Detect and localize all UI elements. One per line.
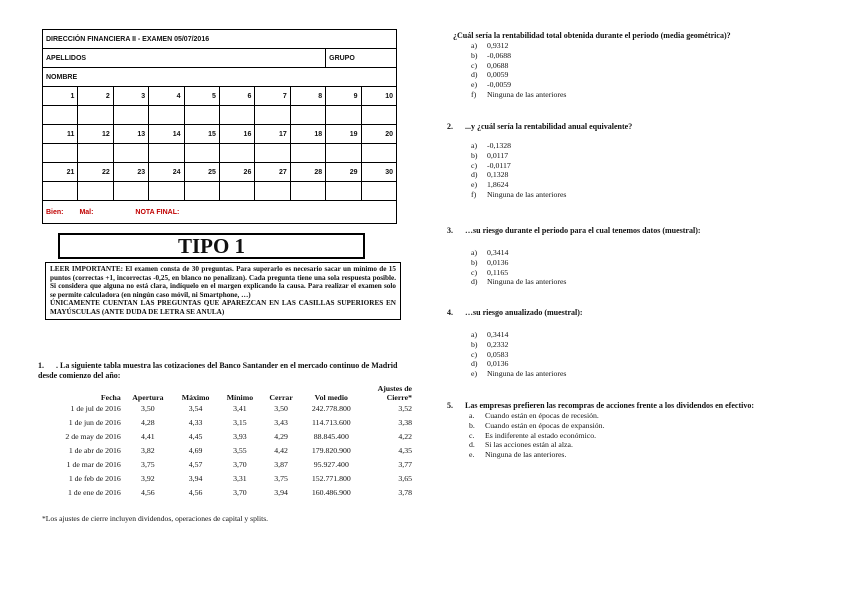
option-letter: e) xyxy=(471,80,478,90)
answer-number: 18 xyxy=(290,125,325,144)
table-row xyxy=(38,458,414,472)
nota-final-label: NOTA FINAL: xyxy=(135,208,180,216)
table-cell: 3,78 xyxy=(398,488,412,497)
answer-option xyxy=(447,350,822,360)
option-text: -0,1328 xyxy=(487,141,512,150)
answer-box[interactable] xyxy=(326,144,361,163)
option-letter: a. xyxy=(469,411,475,420)
table-cell: 3,92 xyxy=(141,474,155,483)
answer-option xyxy=(447,340,822,350)
question-media-geometrica xyxy=(447,31,822,100)
question-text: …su riesgo anualizado (muestral): xyxy=(465,308,583,317)
answer-option xyxy=(447,411,822,421)
options-list xyxy=(447,141,822,200)
option-text: Cuando están en épocas de recesión. xyxy=(485,411,599,420)
table-cell: 3,94 xyxy=(188,474,203,483)
table-cell: 114.713.600 xyxy=(311,418,351,427)
answer-option xyxy=(447,70,822,80)
instructions-box xyxy=(45,262,401,320)
options-list xyxy=(447,411,822,460)
option-letter: d) xyxy=(471,70,478,80)
answer-option xyxy=(447,248,822,258)
table-cell: 3,50 xyxy=(274,404,288,413)
option-text: 0,1165 xyxy=(487,267,509,277)
answer-box[interactable] xyxy=(255,106,290,125)
table-cell: 4,28 xyxy=(141,418,155,427)
col-header: Vol medio xyxy=(314,393,348,402)
answer-number: 12 xyxy=(78,125,113,144)
answer-box[interactable] xyxy=(219,144,254,163)
answer-box[interactable] xyxy=(326,106,361,125)
option-text: 0,9312 xyxy=(487,41,509,50)
table-cell: 3,50 xyxy=(141,404,155,413)
answer-option xyxy=(447,90,822,100)
table-cell: 3,54 xyxy=(188,404,203,413)
answer-number: 25 xyxy=(184,163,219,182)
table-cell: 3,82 xyxy=(141,446,155,455)
table-cell: 3,70 xyxy=(233,488,247,497)
stock-price-table xyxy=(38,384,414,500)
table-cell: 152.771.800 xyxy=(311,474,351,483)
table-row xyxy=(38,444,414,458)
answer-number: 23 xyxy=(113,163,148,182)
answer-option xyxy=(447,330,822,340)
answer-box[interactable] xyxy=(78,144,113,163)
table-cell: 1 de jun de 2016 xyxy=(68,418,121,427)
table-cell: 1 de mar de 2016 xyxy=(66,460,121,469)
table-row xyxy=(38,430,414,444)
answer-number: 27 xyxy=(255,163,290,182)
answer-number: 30 xyxy=(361,163,396,182)
answer-box[interactable] xyxy=(361,182,396,201)
table-cell: 1 de feb de 2016 xyxy=(68,474,121,483)
answer-option xyxy=(447,161,822,171)
table-cell: 3,15 xyxy=(233,418,247,427)
answer-number: 21 xyxy=(43,163,78,182)
answer-box[interactable] xyxy=(255,182,290,201)
table-cell: 4,56 xyxy=(141,488,155,497)
question-number: 3. xyxy=(447,226,453,235)
apellidos-field[interactable]: APELLIDOS xyxy=(43,49,326,68)
option-letter: e. xyxy=(469,450,475,460)
answer-numbers-row-3 xyxy=(43,163,397,182)
answer-option xyxy=(447,170,822,180)
answer-number: 7 xyxy=(255,87,290,106)
table-cell: 4,69 xyxy=(188,446,203,455)
table-cell: 4,45 xyxy=(188,432,203,441)
options-list xyxy=(447,330,822,379)
answer-number: 9 xyxy=(326,87,361,106)
col-header: Cerrar xyxy=(269,393,293,402)
option-letter: c) xyxy=(471,160,478,170)
option-text: 0,0136 xyxy=(487,359,509,369)
option-letter: b) xyxy=(471,150,478,160)
table-cell: 3,52 xyxy=(398,404,412,413)
option-text: 0,0688 xyxy=(487,60,509,70)
answer-box[interactable] xyxy=(149,182,184,201)
answer-number: 1 xyxy=(43,87,78,106)
instructions-text: LEER IMPORTANTE: El examen consta de 30 preguntas. Para superarlo es necesario sacar un mínimo de 15 puntos (correctas +1, incorrectas -0,25, en blanco no penalizan). Cada pregunta tiene una sola respuesta posible. Si considera que alguna no está clara, indíquelo en el margen explicando la causa. Para realizar el examen solo se permite calculadora (en ningún caso móvil, ni Smartphone, …) xyxy=(50,265,396,299)
col-header: Apertura xyxy=(132,393,164,402)
question-number: 2. xyxy=(447,122,453,131)
answer-sheet-header xyxy=(42,29,397,224)
answer-number: 4 xyxy=(149,87,184,106)
question-text: Las empresas prefieren las recompras de acciones frente a los dividendos en efectivo: xyxy=(465,401,754,410)
question-4 xyxy=(447,308,822,379)
table-cell: 160.486.900 xyxy=(311,488,351,497)
answer-box[interactable] xyxy=(113,106,148,125)
answer-number: 6 xyxy=(219,87,254,106)
table-cell: 3,75 xyxy=(141,460,155,469)
answer-boxes-row-2[interactable] xyxy=(43,144,397,163)
question-text: …su riesgo durante el periodo para el cual tenemos datos (muestral): xyxy=(465,226,701,235)
option-letter: a) xyxy=(471,248,478,257)
mal-label: Mal: xyxy=(79,208,94,216)
answer-option xyxy=(447,277,822,287)
table-cell: 1 de jul de 2016 xyxy=(70,404,121,413)
answer-option xyxy=(447,450,822,460)
question-5 xyxy=(447,401,822,460)
answer-number: 2 xyxy=(78,87,113,106)
option-letter: b) xyxy=(471,339,478,349)
answer-option xyxy=(447,180,822,190)
answer-option xyxy=(447,51,822,61)
answer-box[interactable] xyxy=(184,144,219,163)
option-letter: a) xyxy=(471,330,478,339)
answer-box[interactable] xyxy=(255,144,290,163)
option-text: 0,0117 xyxy=(487,150,509,160)
option-text: Ninguna de las anteriores xyxy=(487,277,567,287)
answer-box[interactable] xyxy=(78,182,113,201)
table-cell: 3,70 xyxy=(233,460,247,469)
nombre-field[interactable]: NOMBRE xyxy=(43,68,397,87)
answer-number: 26 xyxy=(219,163,254,182)
table-row xyxy=(38,472,414,486)
answer-option xyxy=(447,359,822,369)
instructions-caps: ÚNICAMENTE CUENTAN LAS PREGUNTAS QUE APAREZCAN EN LAS CASILLAS SUPERIORES EN MAYÚSCULAS (ANTE DUDA DE LETRA SE ANULA) xyxy=(50,299,396,316)
answer-box[interactable] xyxy=(290,106,325,125)
answer-box[interactable] xyxy=(361,144,396,163)
answer-box[interactable] xyxy=(149,144,184,163)
option-letter: d) xyxy=(471,170,478,180)
option-letter: c) xyxy=(471,60,478,70)
table-cell: 179.820.900 xyxy=(311,446,351,455)
answer-box[interactable] xyxy=(326,182,361,201)
option-letter: e) xyxy=(471,180,478,190)
answer-number: 22 xyxy=(78,163,113,182)
answer-number: 29 xyxy=(326,163,361,182)
answer-number: 24 xyxy=(149,163,184,182)
answer-number: 11 xyxy=(43,125,78,144)
option-letter: c. xyxy=(469,430,475,440)
option-letter: f) xyxy=(471,189,477,199)
question-text: . La siguiente tabla muestra las cotizaciones del Banco Santander en el mercado continuo de Madrid desde comienzo del año: xyxy=(38,361,398,380)
answer-boxes-row-3[interactable] xyxy=(43,182,397,201)
option-text: 0,2332 xyxy=(487,339,509,349)
options-list xyxy=(447,41,822,100)
table-cell: 1 de ene de 2016 xyxy=(67,488,121,497)
answer-number: 8 xyxy=(290,87,325,106)
option-text: -0,0059 xyxy=(487,80,512,90)
answer-number: 17 xyxy=(255,125,290,144)
question-2 xyxy=(447,122,822,200)
option-text: -0,0688 xyxy=(487,50,512,60)
question-text: ...y ¿cuál sería la rentabilidad anual equivalente? xyxy=(465,122,633,131)
exam-type-title: TIPO 1 xyxy=(58,233,365,259)
table-cell: 95.927.400 xyxy=(313,460,349,469)
table-cell: 3,87 xyxy=(274,460,288,469)
option-text: 0,0136 xyxy=(487,257,509,267)
answer-box[interactable] xyxy=(184,106,219,125)
answer-box[interactable] xyxy=(219,182,254,201)
answer-box[interactable] xyxy=(113,144,148,163)
answer-option xyxy=(447,431,822,441)
table-row xyxy=(38,486,414,500)
option-text: 0,3414 xyxy=(487,248,509,257)
answer-number: 28 xyxy=(290,163,325,182)
answer-box[interactable] xyxy=(290,144,325,163)
table-cell: 242.778.800 xyxy=(311,404,351,413)
col-header: Fecha xyxy=(100,393,121,402)
answer-option xyxy=(447,190,822,200)
answer-option xyxy=(447,268,822,278)
table-cell: 3,94 xyxy=(274,488,288,497)
option-letter: b) xyxy=(471,50,478,60)
exam-title: DIRECCIÓN FINANCIERA II - EXAMEN 05/07/2016 xyxy=(43,30,397,49)
table-cell: 3,31 xyxy=(233,474,247,483)
option-letter: c) xyxy=(471,267,478,277)
answer-box[interactable] xyxy=(219,106,254,125)
table-cell: 4,41 xyxy=(141,432,155,441)
table-cell: 3,43 xyxy=(274,418,288,427)
answer-box[interactable] xyxy=(43,182,78,201)
option-text: Ninguna de las anteriores xyxy=(487,189,567,199)
option-text: 1,8624 xyxy=(487,180,509,190)
answer-option xyxy=(447,440,822,450)
answer-number: 14 xyxy=(149,125,184,144)
answer-option xyxy=(447,258,822,268)
col-header: Máximo xyxy=(181,393,210,402)
answer-number: 20 xyxy=(361,125,396,144)
option-text: 0,1328 xyxy=(487,170,509,180)
option-text: Ninguna de las anteriores. xyxy=(485,450,567,460)
table-row xyxy=(38,416,414,430)
table-cell: 3,38 xyxy=(398,418,412,427)
option-letter: b. xyxy=(469,420,475,430)
table-cell: 3,75 xyxy=(274,474,288,483)
table-cell: 88.845.400 xyxy=(313,432,349,441)
answer-option xyxy=(447,141,822,151)
table-cell: 3,77 xyxy=(398,460,412,469)
answer-box[interactable] xyxy=(290,182,325,201)
option-letter: c) xyxy=(471,349,478,359)
col-header: Mínimo xyxy=(226,393,254,402)
table-cell: 2 de may de 2016 xyxy=(65,432,121,441)
question-number: 1. xyxy=(38,361,44,370)
option-letter: a) xyxy=(471,141,478,150)
answer-option xyxy=(447,80,822,90)
table-cell: 1 de abr de 2016 xyxy=(68,446,121,455)
answer-box[interactable] xyxy=(184,182,219,201)
answer-box[interactable] xyxy=(43,144,78,163)
table-cell: 3,93 xyxy=(233,432,247,441)
table-cell: 4,35 xyxy=(398,446,412,455)
option-letter: d. xyxy=(469,440,475,450)
option-letter: a) xyxy=(471,41,478,50)
answer-option xyxy=(447,369,822,379)
answer-box[interactable] xyxy=(361,106,396,125)
option-text: 0,0583 xyxy=(487,349,509,359)
col-header: Ajustes de Cierre* xyxy=(377,384,412,402)
table-cell: 4,56 xyxy=(188,488,203,497)
answer-number: 10 xyxy=(361,87,396,106)
options-list xyxy=(447,248,822,287)
option-text: Si las acciones están al alza. xyxy=(485,440,573,450)
option-letter: d) xyxy=(471,277,478,287)
table-cell: 4,29 xyxy=(274,432,288,441)
table-cell: 4,57 xyxy=(188,460,203,469)
option-text: Ninguna de las anteriores xyxy=(487,369,567,379)
answer-number: 16 xyxy=(219,125,254,144)
table-footnote: *Los ajustes de cierre incluyen dividendos, operaciones de capital y splits. xyxy=(42,514,269,523)
question-text: ¿Cuál sería la rentabilidad total obtenida durante el periodo (media geométrica)? xyxy=(453,31,731,40)
answer-boxes-row-1[interactable] xyxy=(43,106,397,125)
option-text: Es indiferente al estado económico. xyxy=(485,430,597,440)
answer-box[interactable] xyxy=(113,182,148,201)
answer-box[interactable] xyxy=(78,106,113,125)
option-text: -0,0117 xyxy=(487,160,511,170)
answer-number: 13 xyxy=(113,125,148,144)
option-text: 0,0059 xyxy=(487,70,509,80)
answer-number: 5 xyxy=(184,87,219,106)
option-text: Cuando están en épocas de expansión. xyxy=(485,420,605,430)
option-letter: f) xyxy=(471,89,477,99)
table-cell: 3,41 xyxy=(233,404,247,413)
answer-option xyxy=(447,41,822,51)
question-number: 4. xyxy=(447,308,453,317)
answer-box[interactable] xyxy=(43,106,78,125)
answer-numbers-row-1 xyxy=(43,87,397,106)
table-cell: 4,22 xyxy=(398,432,412,441)
bien-label: Bien: xyxy=(46,208,64,216)
answer-box[interactable] xyxy=(149,106,184,125)
table-cell: 3,55 xyxy=(233,446,247,455)
answer-numbers-row-2 xyxy=(43,125,397,144)
answer-option xyxy=(447,151,822,161)
answer-number: 3 xyxy=(113,87,148,106)
answer-option xyxy=(447,61,822,71)
option-text: Ninguna de las anteriores xyxy=(487,89,567,99)
table-cell: 3,65 xyxy=(398,474,412,483)
option-letter: b) xyxy=(471,257,478,267)
question-3 xyxy=(447,226,822,287)
table-cell: 4,42 xyxy=(274,446,288,455)
answer-number: 15 xyxy=(184,125,219,144)
answer-number: 19 xyxy=(326,125,361,144)
question-1 xyxy=(38,361,408,381)
option-text: 0,3414 xyxy=(487,330,509,339)
table-row xyxy=(38,402,414,416)
table-cell: 4,33 xyxy=(188,418,203,427)
option-letter: d) xyxy=(471,359,478,369)
answer-option xyxy=(447,421,822,431)
grupo-field[interactable]: GRUPO xyxy=(326,49,397,68)
question-number: 5. xyxy=(447,401,453,410)
grade-row xyxy=(43,201,397,224)
option-letter: e) xyxy=(471,369,478,379)
